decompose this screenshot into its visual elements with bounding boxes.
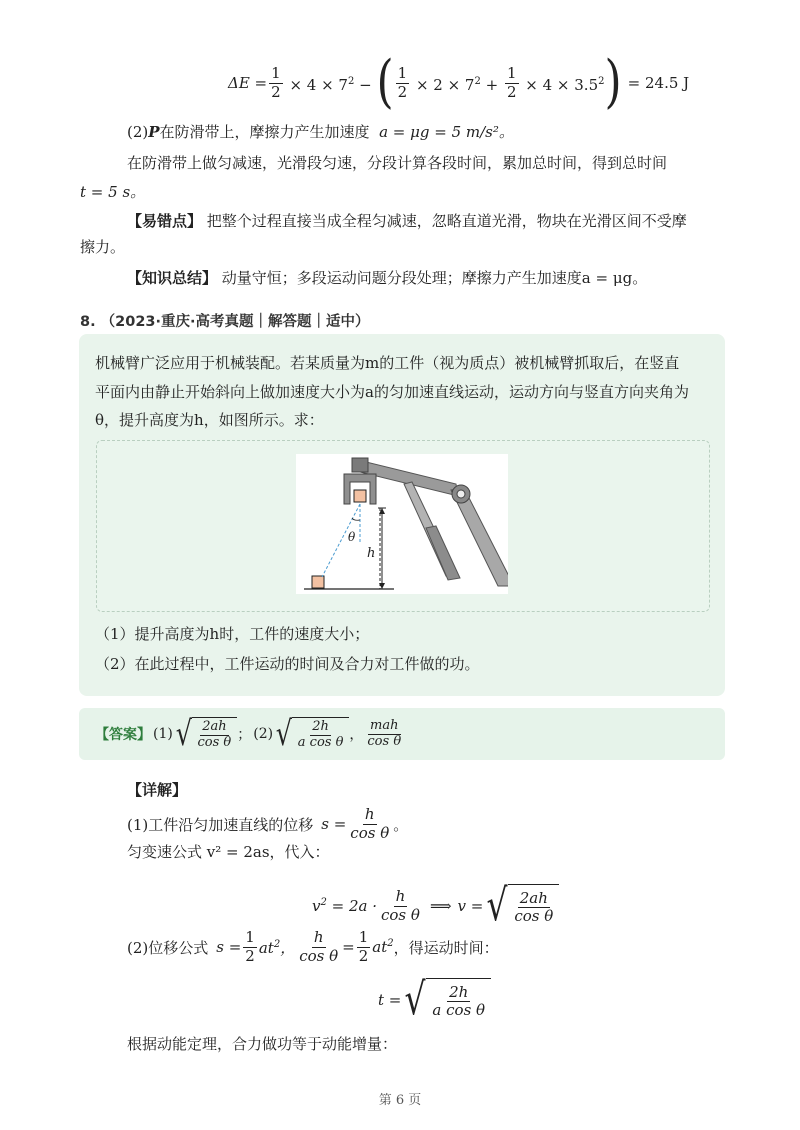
error-point [127, 209, 687, 233]
question-stem-line2: 平面内由静止开始斜向上做加速度大小为a的匀加速直线运动，运动方向与竖直方向夹角为 [95, 383, 689, 401]
knowledge-summary [127, 266, 647, 290]
fraction-half-5: $\frac{1}{2}$ [358, 928, 369, 965]
error-point-line2: 擦力。 [80, 238, 126, 256]
accel-formula: a = μg = 5 m/s²。 [379, 123, 514, 141]
answer-tag: 【答案】 [95, 727, 151, 743]
answer-part1-label: (1) [153, 726, 173, 742]
answer-sqrt-2: √ $\frac{2h}{\text{a cos θ}}$ [273, 717, 349, 751]
explanation-line2: 匀变速公式 v² = 2as，代入： [127, 843, 330, 861]
page-number: 第 6 页 [378, 1093, 422, 1108]
error-point-tag: 【易错点】 [127, 212, 203, 230]
knowledge-summary-text: 动量守恒；多段运动问题分段处理；摩擦力产生加速度a = μg。 [221, 269, 648, 287]
fraction-half-4: $\frac{1}{2}$ [245, 928, 255, 965]
explanation-l3-suffix: ，得运动时间： [393, 938, 499, 957]
question-stem-line1: 机械臂广泛应用于机械装配。若某质量为m的工件（视为质点）被机械臂抓取后，在竖直 [95, 354, 680, 372]
prev-part2-text: 在防滑带上，摩擦力产生加速度 [159, 123, 370, 141]
error-point-text: 把整个过程直接当成全程匀减速，忽略直道光滑，物块在光滑区间不受摩 [206, 212, 687, 230]
sub-question-1: （1）提升高度为h时，工件的速度大小； [95, 625, 370, 643]
answer-part2-label: (2) [253, 726, 274, 742]
part-label: (2) [127, 123, 149, 141]
answer-line [95, 710, 405, 758]
explanation-l3-prefix: (2)位移公式 [127, 938, 209, 957]
energy-equation-lhs: ΔE = [228, 74, 268, 92]
answer-work-fraction: $\frac{\text{mah}}{\text{cos θ}}$ [367, 717, 402, 749]
prev-part2-line3: t = 5 s。 [80, 183, 146, 201]
prev-part2-line1 [127, 120, 514, 144]
fraction-h-cos: $\frac{h}{\text{cos θ}}$ [350, 805, 390, 842]
fraction-half-3: $\frac{1}{2}$ [506, 64, 517, 101]
time-formula: t = √ $\frac{2h}{\text{a cos θ}}$ [378, 974, 491, 1026]
time-sqrt: √ $\frac{2h}{\text{a cos θ}}$ [401, 978, 491, 1022]
fraction-h-cos-3: $\frac{h}{\text{cos θ}}$ [299, 928, 339, 965]
question-header: 8. （2023·重庆·高考真题｜解答题｜适中） [80, 314, 370, 330]
theta-label: θ [348, 530, 356, 544]
explanation-tag: 【详解】 [127, 781, 188, 799]
energy-equation-result: = 24.5 J [627, 74, 690, 92]
robot-arm-figure [296, 454, 508, 594]
answer-comma: ， [349, 727, 364, 743]
prev-part2-line2: 在防滑带上做匀减速，光滑段匀速，分段计算各段时间，累加总时间，得到总时间 [127, 154, 668, 172]
knowledge-summary-tag: 【知识总结】 [127, 269, 218, 287]
explanation-line3: (2)位移公式 s = $\frac{1}{2}$ $at^2$， $\frac{h}{\text{cos θ}}$ = $\frac{1}{2}$ $at^2$ ，得运动时间： [127, 928, 499, 965]
sub-question-2: （2）在此过程中，工件运动的时间及合力对工件做的功。 [95, 655, 480, 673]
explanation-line1: (1)工件沿匀加速直线的位移 s = $\frac{h}{\text{cos θ}}$ 。 [127, 805, 409, 842]
robot-arm-diagram [296, 454, 508, 594]
velocity-derivation: $v^2 = 2a$ · $\frac{h}{\text{cos θ}}$ ⟹ v = √ $\frac{2ah}{\text{cos θ}}$ [312, 880, 559, 932]
question-stem-line3: θ，提升高度为h，如图所示。求： [95, 411, 324, 429]
fraction-h-cos-2: $\frac{h}{\text{cos θ}}$ [381, 887, 420, 924]
fraction-half: $\frac{1}{2}$ [271, 64, 281, 101]
explanation-l1-text: (1)工件沿匀加速直线的位移 [127, 815, 314, 834]
explanation-line4: 根据动能定理，合力做功等于动能增量： [127, 1035, 398, 1053]
answer-separator: ； [237, 727, 252, 743]
var-p: P [148, 123, 160, 141]
fraction-half-2: $\frac{1}{2}$ [397, 64, 408, 101]
h-label: h [367, 546, 376, 561]
answer-sqrt-1: √ $\frac{2ah}{\text{cos θ}}$ [173, 717, 237, 751]
energy-equation: ΔE = $\frac{1}{2}$ × $4 \times 7^2$ − ( $\frac{1}{2}$ × $2 \times 7^2$ + $\frac{1}{2}$ × $4 \times 3.5^2$ ) = 24.5 J [228, 49, 690, 116]
velocity-sqrt: √ $\frac{2ah}{\text{cos θ}}$ [483, 884, 559, 928]
